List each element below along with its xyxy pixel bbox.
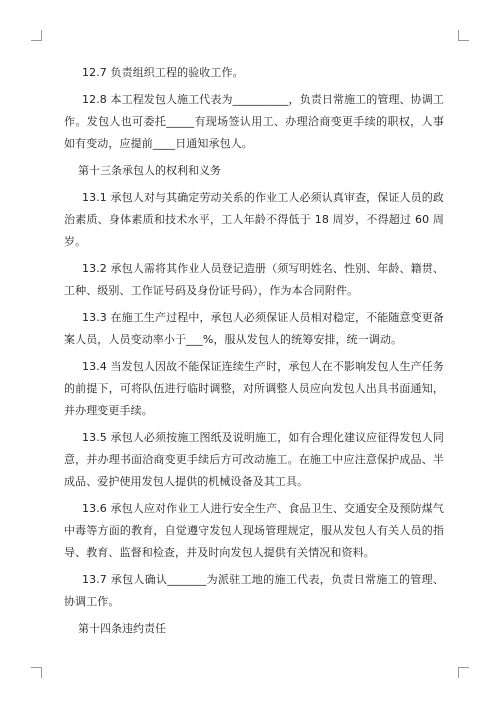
document-body <box>64 62 444 645</box>
clause-13-5: 13.5 承包人必须按施工图纸及说明施工，如有合理化建议应征得发包人同意，并办理书面洽商变更手续后方可改动施工。在施工中应注意保护成品、半成品、爱护使用发包人提供的机械设备及其工具。 <box>64 431 444 488</box>
article-14-heading: 第十四条违约责任 <box>78 622 166 635</box>
clause-12-8: 12.8 本工程发包人施工代表为__________，负责日常施工的管理、协调工作。发包人也可委托_____有现场签认用工、办理洽商变更手续的职权，人事如有变动，应提前____日通知承包人。 <box>64 93 444 150</box>
clause-12-7: 12.7 负责组织工程的验收工作。 <box>82 66 244 79</box>
clause-13-1: 13.1 承包人对与其确定劳动关系的作业工人必须认真审查，保证人员的政治素质、身体素质和技术水平，工人年龄不得低于 18 周岁，不得超过 60 周岁。 <box>64 191 444 248</box>
clause-13-6: 13.6 承包人应对作业工人进行安全生产、食品卫生、交通安全及预防煤气中毒等方面的教育，自觉遵守发包人现场管理规定，服从发包人有关人员的指导、教育、监督和检查，并及时向发包人提供有关情况和资料。 <box>64 502 444 559</box>
clause-13-3: 13.3 在施工生产过程中，承包人必须保证人员相对稳定，不能随意变更备案人员，人员变动率小于___%，服从发包人的统筹安排，统一调动。 <box>64 311 444 346</box>
clause-13-2: 13.2 承包人需将其作业人员登记造册（须写明姓名、性别、年龄、籍贯、工种、级别、工作证号码及身份证号码），作为本合同附件。 <box>64 262 444 297</box>
crop-mark-top-right <box>458 30 469 41</box>
crop-mark-bottom-right <box>458 667 469 678</box>
clause-13-4: 13.4 当发包人因故不能保证连续生产时，承包人在不影响发包人生产任务的前提下，可将队伍进行临时调整，对所调整人员应向发包人出具书面通知，并办理变更手续。 <box>64 360 444 417</box>
crop-mark-top-left <box>31 30 42 41</box>
article-13-heading: 第十三条承包人的权利和义务 <box>78 164 221 177</box>
clause-13-7: 13.7 承包人确认_______为派驻工地的施工代表，负责日常施工的管理、协调工作。 <box>64 573 444 608</box>
crop-mark-bottom-left <box>31 667 42 678</box>
